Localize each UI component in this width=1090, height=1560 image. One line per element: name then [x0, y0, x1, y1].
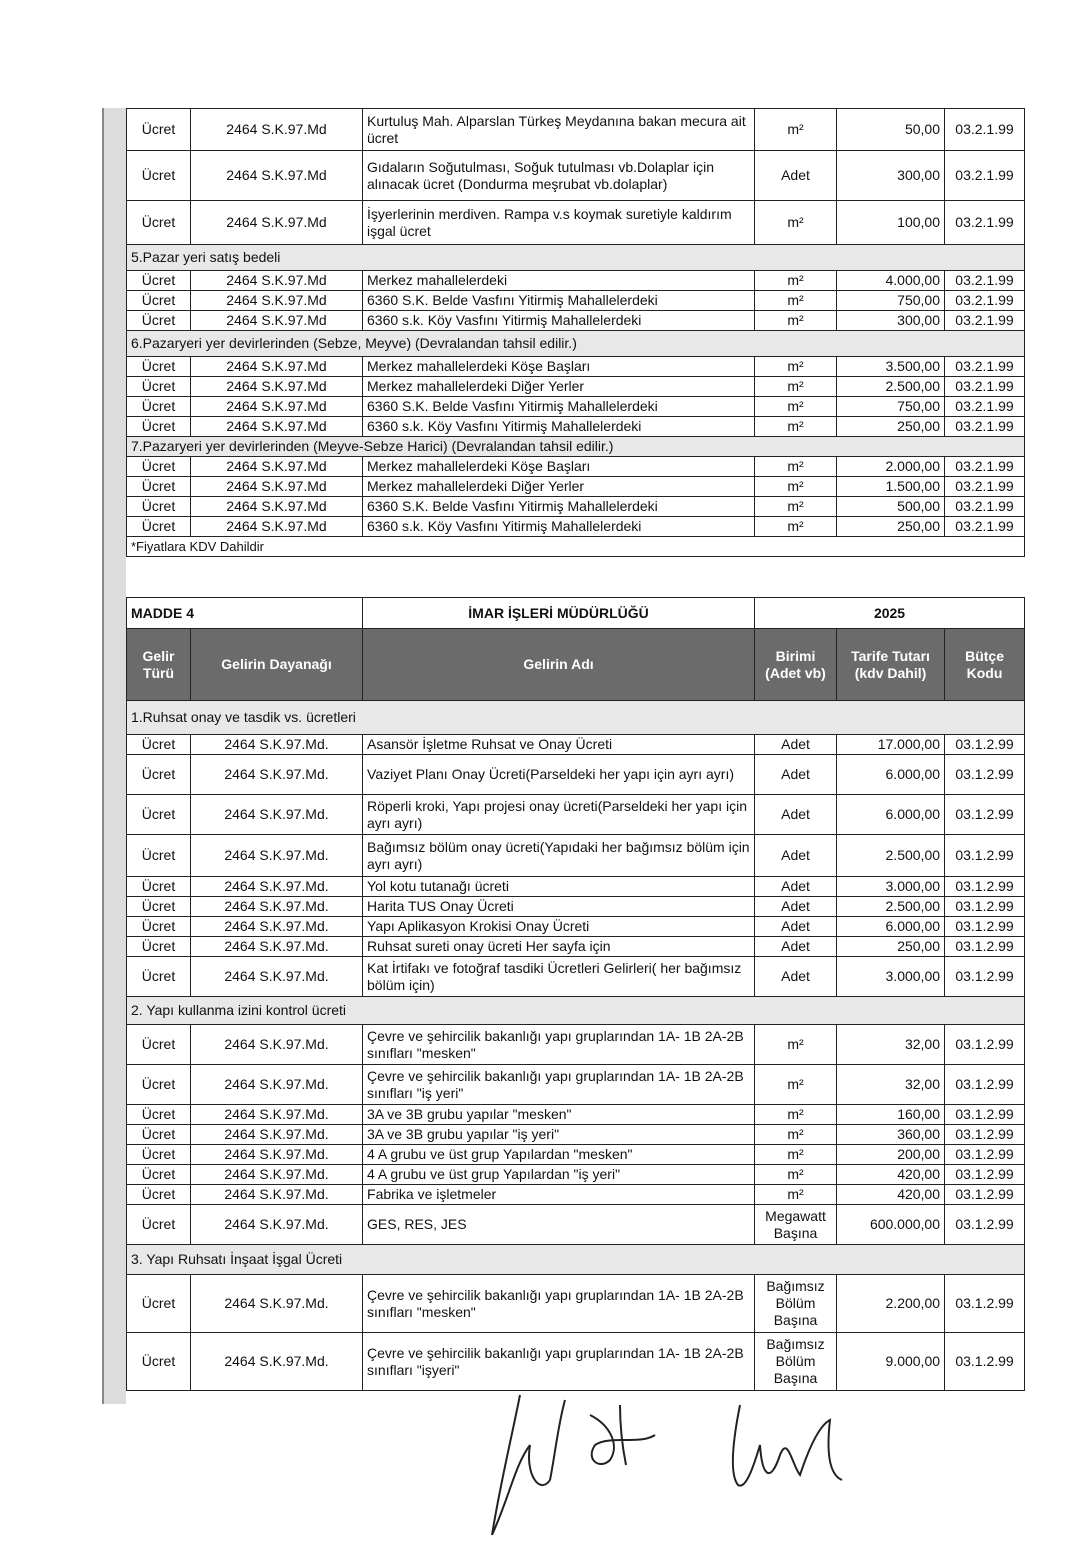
table-row: Ücret 2464 S.K.97.Md. Vaziyet Planı Onay Ücreti(Parseldeki her yapı için ayrı ayrı) Adet 6.000,00 03.1.2.99	[127, 755, 1025, 795]
table-row: Ücret 2464 S.K.97.Md. Çevre ve şehircilik bakanlığı yapı gruplarından 1A- 1B 2A-2B sınıfları "iş yeri" m² 32,00 03.1.2.99	[127, 1065, 1025, 1105]
table-row: Ücret 2464 S.K.97.Md. Bağımsız bölüm onay ücreti(Yapıdaki her bağımsız bölüm için ayrı ayrı) Adet 2.500,00 03.1.2.99	[127, 835, 1025, 877]
table-row: Ücret 2464 S.K.97.Md 6360 S.K. Belde Vasfını Yitirmiş Mahallelerdeki m² 500,00 03.2.1.99	[127, 497, 1025, 517]
table-row: Ücret 2464 S.K.97.Md 6360 s.k. Köy Vasfını Yitirmiş Mahallelerdeki m² 250,00 03.2.1.99	[127, 417, 1025, 437]
table-row: Ücret 2464 S.K.97.Md. 3A ve 3B grubu yapılar "iş yeri" m² 360,00 03.1.2.99	[127, 1125, 1025, 1145]
table-row: Ücret 2464 S.K.97.Md. Röperli kroki, Yapı projesi onay ücreti(Parseldeki her yapı için ayrı ayrı) Adet 6.000,00 03.1.2.99	[127, 795, 1025, 835]
column-header-row: Gelir Türü Gelirin Dayanağı Gelirin Adı Birimi (Adet vb) Tarife Tutarı (kdv Dahil) Bütçe Kodu	[127, 629, 1025, 701]
section-header: 1.Ruhsat onay ve tasdik vs. ücretleri	[127, 701, 1025, 735]
table-row: Ücret 2464 S.K.97.Md. 3A ve 3B grubu yapılar "mesken" m² 160,00 03.1.2.99	[127, 1105, 1025, 1125]
tariff-table-continued	[102, 108, 1022, 557]
table-row: Ücret 2464 S.K.97.Md Kurtuluş Mah. Alparslan Türkeş Meydanına bakan mecura ait ücret m² 50,00 03.2.1.99	[127, 109, 1025, 151]
table-row: Ücret 2464 S.K.97.Md. Çevre ve şehircilik bakanlığı yapı gruplarından 1A- 1B 2A-2B sınıfları "mesken" Bağımsız Bölüm Başına 2.200,00 03.1.2.99	[127, 1275, 1025, 1333]
footnote-row: *Fiyatlara KDV Dahildir	[127, 537, 1025, 557]
madde-header-row	[127, 598, 1025, 629]
madde-number: MADDE 4	[127, 598, 363, 629]
table-row: Ücret 2464 S.K.97.Md. Fabrika ve işletmeler m² 420,00 03.1.2.99	[127, 1185, 1025, 1205]
section-header: 7.Pazaryeri yer devirlerinden (Meyve-Sebze Harici) (Devralandan tahsil edilir.)	[127, 437, 1025, 457]
table-row: Ücret 2464 S.K.97.Md. 4 A grubu ve üst grup Yapılardan "iş yeri" m² 420,00 03.1.2.99	[127, 1165, 1025, 1185]
section-header: 6.Pazaryeri yer devirlerinden (Sebze, Meyve) (Devralandan tahsil edilir.)	[127, 331, 1025, 357]
madde4-table	[102, 597, 1022, 1391]
table-row: Ücret 2464 S.K.97.Md Merkez mahallelerdeki Diğer Yerler m² 2.500,00 03.2.1.99	[127, 377, 1025, 397]
section-header: 2. Yapı kullanma izini kontrol ücreti	[127, 997, 1025, 1025]
table-row: Ücret 2464 S.K.97.Md. Çevre ve şehircilik bakanlığı yapı gruplarından 1A- 1B 2A-2B sınıfları "mesken" m² 32,00 03.1.2.99	[127, 1025, 1025, 1065]
table-row: Ücret 2464 S.K.97.Md 6360 S.K. Belde Vasfını Yitirmiş Mahallelerdeki m² 750,00 03.2.1.99	[127, 291, 1025, 311]
table-row: Ücret 2464 S.K.97.Md. Kat İrtifakı ve fotoğraf tasdiki Ücretleri Gelirleri( her bağımsız bölüm için) Adet 3.000,00 03.1.2.99	[127, 957, 1025, 997]
table-row: Ücret 2464 S.K.97.Md Merkez mahallelerdeki m² 4.000,00 03.2.1.99	[127, 271, 1025, 291]
table-row: Ücret 2464 S.K.97.Md Gıdaların Soğutulması, Soğuk tutulması vb.Dolaplar için alınacak ücret (Dondurma meşrubat vb.dolaplar) Adet 300,00 03.2.1.99	[127, 151, 1025, 201]
table-row: Ücret 2464 S.K.97.Md 6360 s.k. Köy Vasfını Yitirmiş Mahallelerdeki m² 300,00 03.2.1.99	[127, 311, 1025, 331]
table-row: Ücret 2464 S.K.97.Md Merkez mahallelerdeki Köşe Başları m² 2.000,00 03.2.1.99	[127, 457, 1025, 477]
table-row: Ücret 2464 S.K.97.Md 6360 S.K. Belde Vasfını Yitirmiş Mahallelerdeki m² 750,00 03.2.1.99	[127, 397, 1025, 417]
table-row: Ücret 2464 S.K.97.Md. Çevre ve şehircilik bakanlığı yapı gruplarından 1A- 1B 2A-2B sınıfları "işyeri" Bağımsız Bölüm Başına 9.000,00 03.1.2.99	[127, 1333, 1025, 1391]
table-row: Ücret 2464 S.K.97.Md. 4 A grubu ve üst grup Yapılardan "mesken" m² 200,00 03.1.2.99	[127, 1145, 1025, 1165]
table-row: Ücret 2464 S.K.97.Md Merkez mahallelerdeki Diğer Yerler m² 1.500,00 03.2.1.99	[127, 477, 1025, 497]
table-row: Ücret 2464 S.K.97.Md. Harita TUS Onay Ücreti Adet 2.500,00 03.1.2.99	[127, 897, 1025, 917]
section-header: 5.Pazar yeri satış bedeli	[127, 245, 1025, 271]
table-row: Ücret 2464 S.K.97.Md. Yol kotu tutanağı ücreti Adet 3.000,00 03.1.2.99	[127, 877, 1025, 897]
table-row: Ücret 2464 S.K.97.Md 6360 s.k. Köy Vasfını Yitirmiş Mahallelerdeki m² 250,00 03.2.1.99	[127, 517, 1025, 537]
table-row: Ücret 2464 S.K.97.Md. GES, RES, JES Megawatt Başına 600.000,00 03.1.2.99	[127, 1205, 1025, 1245]
table-row: Ücret 2464 S.K.97.Md. Ruhsat sureti onay ücreti Her sayfa için Adet 250,00 03.1.2.99	[127, 937, 1025, 957]
year: 2025	[755, 598, 1025, 629]
table-row: Ücret 2464 S.K.97.Md. Yapı Aplikasyon Krokisi Onay Ücreti Adet 6.000,00 03.1.2.99	[127, 917, 1025, 937]
table-row: Ücret 2464 S.K.97.Md İşyerlerinin merdiven. Rampa v.s koymak suretiyle kaldırım işgal ücret m² 100,00 03.2.1.99	[127, 201, 1025, 245]
table-row: Ücret 2464 S.K.97.Md. Asansör İşletme Ruhsat ve Onay Ücreti Adet 17.000,00 03.1.2.99	[127, 735, 1025, 755]
section-header: 3. Yapı Ruhsatı İnşaat İşgal Ücreti	[127, 1245, 1025, 1275]
department-title: İMAR İŞLERİ MÜDÜRLÜĞÜ	[363, 598, 755, 629]
table-row: Ücret 2464 S.K.97.Md Merkez mahallelerdeki Köşe Başları m² 3.500,00 03.2.1.99	[127, 357, 1025, 377]
handwritten-signatures	[470, 1385, 890, 1550]
